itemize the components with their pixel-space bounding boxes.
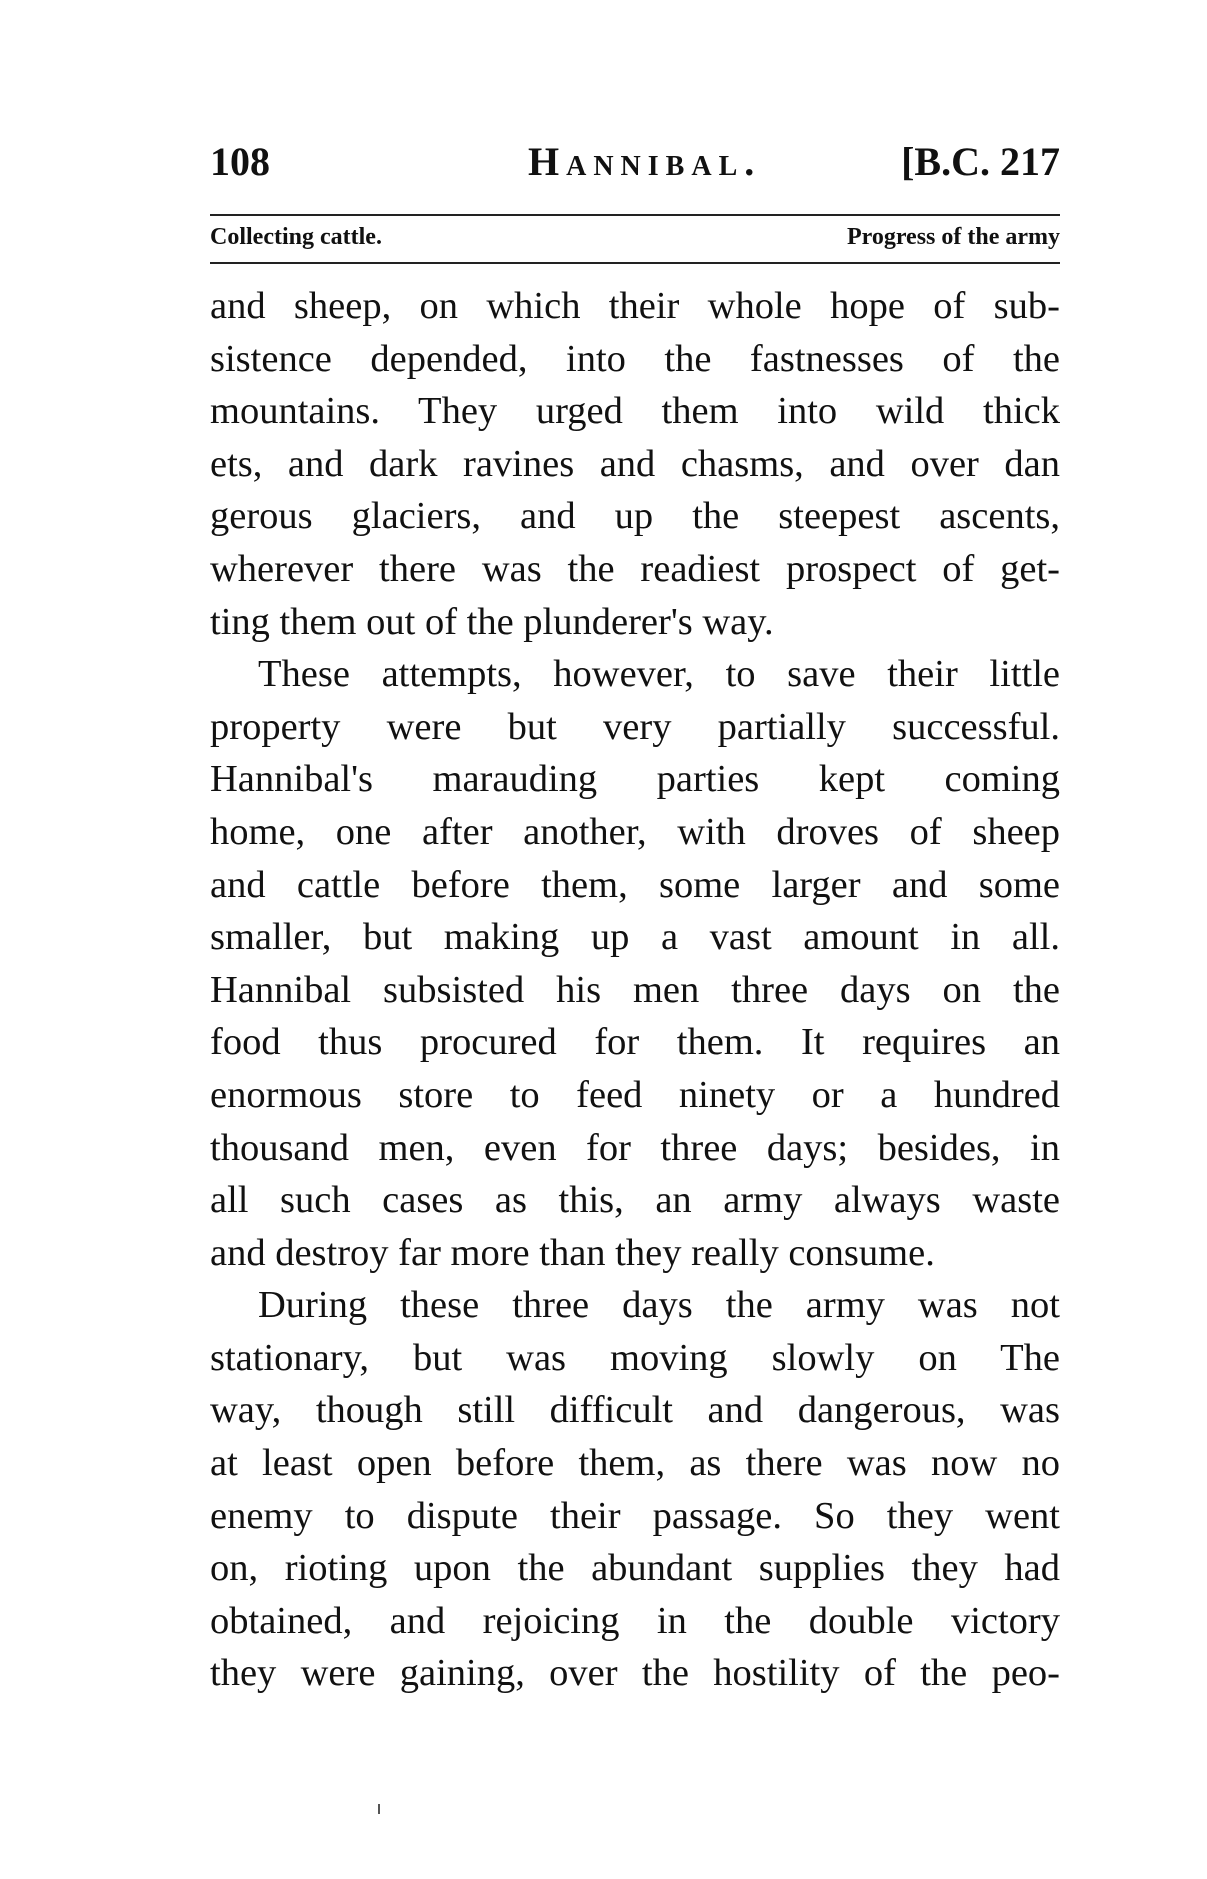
text-line: Hannibal subsisted his men three days on the <box>210 968 1060 1011</box>
side-heading-left: Collecting cattle. <box>210 224 382 250</box>
text-line: all such cases as this, an army always waste <box>210 1179 1060 1222</box>
text-line: Hannibal's marauding parties kept coming <box>210 758 1060 801</box>
text-line: food thus procured for them. It requires an <box>210 1021 1060 1064</box>
text-line: stationary, but was moving slowly on The <box>210 1336 1060 1379</box>
header-rule-top <box>210 214 1060 216</box>
text-line: obtained, and rejoicing in the double victory <box>210 1599 1060 1642</box>
text-line: sistence depended, into the fastnesses of the <box>210 337 1060 380</box>
text-line: enemy to dispute their passage. So they went <box>210 1494 1060 1537</box>
text-line: gerous glaciers, and up the steepest ascents, <box>210 495 1060 538</box>
print-mark <box>378 1804 380 1814</box>
date-reference: [B.C. 217 <box>901 139 1060 184</box>
side-heading-right: Progress of the army <box>846 224 1060 250</box>
text-line: and sheep, on which their whole hope of sub- <box>210 285 1060 327</box>
text-line: home, one after another, with droves of sheep <box>210 810 1060 853</box>
text-line: enormous store to feed ninety or a hundred <box>210 1073 1060 1116</box>
text-line: mountains. They urged them into wild thick <box>210 390 1060 433</box>
text-line: smaller, but making up a vast amount in all. <box>210 916 1060 959</box>
text-line: property were but very partially successful. <box>210 705 1060 748</box>
text-line: and cattle before them, some larger and some <box>210 863 1060 906</box>
text-line: ting them out of the plunderer's way. <box>210 600 774 643</box>
text-line: These attempts, however, to save their little <box>258 653 1060 696</box>
text-line: on, rioting upon the abundant supplies they had <box>210 1547 1060 1590</box>
text-line: During these three days the army was not <box>258 1284 1060 1327</box>
text-line: they were gaining, over the hostility of the peo- <box>210 1652 1060 1695</box>
text-line: wherever there was the readiest prospect of get- <box>210 547 1060 590</box>
running-head <box>210 138 1060 188</box>
text-line: ets, and dark ravines and chasms, and over dan <box>210 442 1060 485</box>
text-line: thousand men, even for three days; besides, in <box>210 1126 1060 1169</box>
text-line: and destroy far more than they really consume. <box>210 1231 935 1274</box>
page-number: 108 <box>210 139 270 184</box>
text-line: at least open before them, as there was now no <box>210 1442 1060 1485</box>
header-rule-bottom <box>210 262 1060 264</box>
book-title: Hannibal. <box>528 139 762 184</box>
text-line: way, though still difficult and dangerous, was <box>210 1389 1060 1432</box>
body-text <box>210 280 1060 1700</box>
